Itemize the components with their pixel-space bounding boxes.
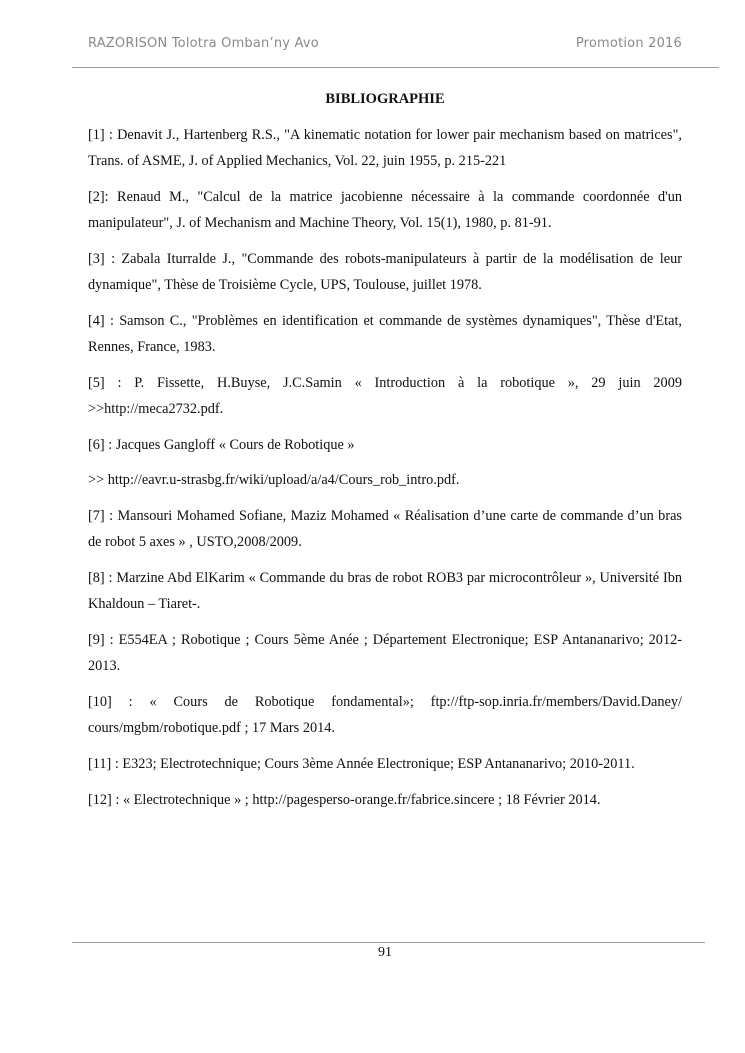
- reference-item: [8] : Marzine Abd ElKarim « Commande du bras de robot ROB3 par microcontrôleur », Université Ibn Khaldoun – Tiaret-.: [88, 570, 682, 612]
- page-number: 91: [378, 945, 392, 960]
- reference-item: [9] : E554EA ; Robotique ; Cours 5ème Anée ; Département Electronique; ESP Antananarivo; 2012-2013.: [88, 632, 682, 674]
- reference-item: [11] : E323; Electrotechnique; Cours 3ème Année Electronique; ESP Antananarivo; 2010-2011.: [88, 756, 635, 772]
- reference-item: [12] : « Electrotechnique » ; http://pagesperso-orange.fr/fabrice.sincere ; 18 Février 2014.: [88, 792, 601, 808]
- reference-item: [6] : Jacques Gangloff « Cours de Robotique »: [88, 437, 355, 453]
- reference-item: [4] : Samson C., "Problèmes en identification et commande de systèmes dynamiques", Thèse d'Etat, Rennes, France, 1983.: [88, 313, 682, 355]
- reference-item: [10] : « Cours de Robotique fondamental»; ftp://ftp-sop.inria.fr/members/David.Daney/ cours/mgbm/robotique.pdf ; 17 Mars 2014.: [88, 694, 682, 736]
- reference-item: [3] : Zabala Iturralde J., "Commande des robots-manipulateurs à partir de la modélisation de leur dynamique", Thèse de Troisième Cycle, UPS, Toulouse, juillet 1978.: [88, 251, 682, 293]
- page-title: BIBLIOGRAPHIE: [325, 91, 445, 107]
- reference-item: [5] : P. Fissette, H.Buyse, J.C.Samin « Introduction à la robotique », 29 juin 2009 >>http://meca2732.pdf.: [88, 375, 682, 417]
- reference-item: [7] : Mansouri Mohamed Sofiane, Maziz Mohamed « Réalisation d’une carte de commande d’un bras de robot 5 axes » , USTO,2008/2009.: [88, 508, 682, 550]
- reference-item: >> http://eavr.u-strasbg.fr/wiki/upload/a/a4/Cours_rob_intro.pdf.: [88, 472, 460, 488]
- header-divider: [72, 67, 719, 68]
- reference-item: [1] : Denavit J., Hartenberg R.S., "A kinematic notation for lower pair mechanism based on matrices", Trans. of ASME, J. of Applied Mechanics, Vol. 22, juin 1955, p. 215-221: [88, 127, 682, 169]
- running-header-promotion: Promotion 2016: [575, 36, 682, 51]
- footer-divider: [72, 942, 705, 943]
- reference-item: [2]: Renaud M., "Calcul de la matrice jacobienne nécessaire à la commande coordonnée d'un manipulateur", J. of Mechanism and Machine Theory, Vol. 15(1), 1980, p. 81-91.: [88, 189, 682, 231]
- reference-list: [88, 122, 682, 823]
- running-header-author: RAZORISON Tolotra Omban’ny Avo: [88, 36, 319, 51]
